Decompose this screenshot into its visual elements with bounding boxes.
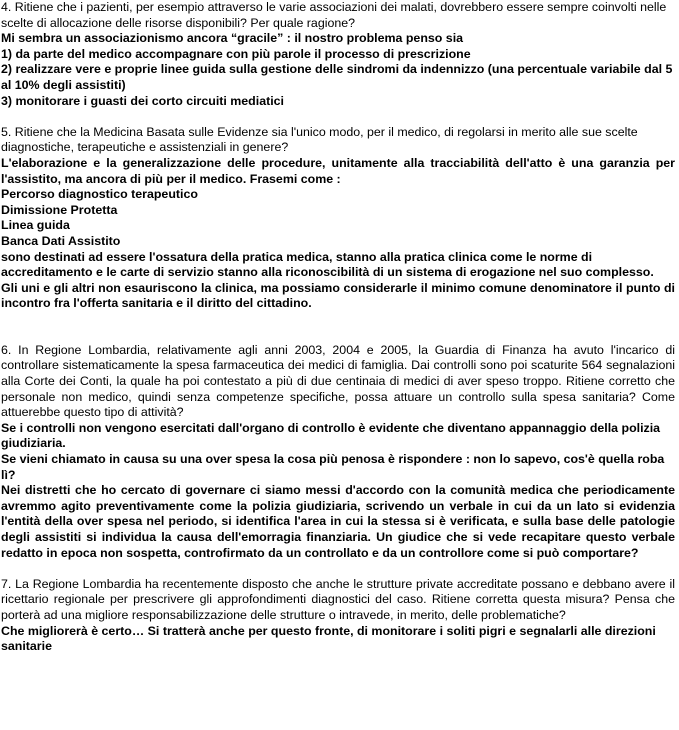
answer-6-para-2: Se vieni chiamato in causa su una over spesa la cosa più penosa è rispondere : non lo sapevo, cos'è quella roba lì? xyxy=(1,452,665,482)
section-6 xyxy=(1,343,675,561)
answer-4-line-3: 2) realizzare vere e proprie linee guida sulla gestione delle sindromi da indennizzo (una percentuale variabile dal 5 al 10% degli assistiti) xyxy=(1,62,673,92)
section-4 xyxy=(1,0,675,109)
answer-5-body-2: Gli uni e gli altri non esauriscono la clinica, ma possiamo considerarle il minimo comune denominatore il punto di incontro fra l'offerta sanitaria e il diritto del cittadino. xyxy=(1,280,675,311)
question-7: 7. La Regione Lombardia ha recentemente disposto che anche le strutture private accreditate possano e debbano avere il ricettario regionale per prescrivere gli approfondimenti diagnostici del caso. Ritiene corretta questa misura? Pensa che porterà ad una migliore responsabilizzazione delle strutture o intravede, in merito, delle problematiche? xyxy=(1,576,675,622)
question-6: 6. In Regione Lombardia, relativamente agli anni 2003, 2004 e 2005, la Guardia di Finanza ha avuto l'incarico di controllare sistematicamente la spesa farmaceutica dei medici di famiglia. Dai controlli sono poi scaturite 564 segnalazioni alla Corte dei Conti, la quale ha poi contestato a più di due centinaia di medici di aver speso troppo. Ritiene corretto che personale non medico, quindi senza competenze specifiche, possa attuare un controllo sulla spesa sanitaria? Come attuerebbe questo tipo di attività? xyxy=(1,342,675,420)
answer-7: Che migliorerà è certo… Si tratterà anche per questo fronte, di monitorare i soliti pigri e segnalarli alle direzioni sanitarie xyxy=(1,623,656,654)
answer-5-intro: L'elaborazione e la generalizzazione delle procedure, unitamente alla tracciabilità dell'atto è una garanzia per l'assistito, ma ancora di più per il medico. Frasemi come : xyxy=(1,155,675,186)
answer-5-term-3: Linea guida xyxy=(1,218,70,233)
answer-4-line-1: Mi sembra un associazionismo ancora “gracile” : il nostro problema penso sia xyxy=(1,31,464,46)
question-5: 5. Ritiene che la Medicina Basata sulle Evidenze sia l'unico modo, per il medico, di regolarsi in merito alle sue scelte diagnostiche, terapeutiche e assistenziali in genere? xyxy=(1,124,638,155)
answer-5-term-4: Banca Dati Assistito xyxy=(1,233,121,248)
answer-5-term-2: Dimissione Protetta xyxy=(1,202,118,217)
section-5 xyxy=(1,125,675,312)
answer-6-para-3: Nei distretti che ho cercato di governare ci siamo messi d'accordo con la comunità medica che periodicamente avremmo agito preventivamente come la polizia giudiziaria, scrivendo un verbale in cui da un lato si evidenzia l'entità della over spesa nel periodo, si identifica l'area in cui la stessa si è verificata, e sulla base delle patologie degli assistiti si individua la causa dell'emorragia finanziaria. Un giudice che si vede recapitare questo verbale redatto in epoca non sospetta, controfirmato da un controllato e da un controllore come si può comportare? xyxy=(1,483,675,560)
answer-4-line-2: 1) da parte del medico accompagnare con più parole il processo di prescrizione xyxy=(1,46,471,61)
spacer xyxy=(1,109,675,125)
answer-6-para-1: Se i controlli non vengono esercitati dall'organo di controllo è evidente che diventano appannaggio della polizia giudiziaria. xyxy=(1,420,661,451)
spacer xyxy=(1,312,675,343)
question-4: 4. Ritiene che i pazienti, per esempio attraverso le varie associazioni dei malati, dovrebbero essere sempre coinvolti nelle scelte di allocazione delle risorse disponibili? Per quale ragione? xyxy=(1,0,667,30)
spacer xyxy=(1,561,675,577)
answer-5-term-1: Percorso diagnostico terapeutico xyxy=(1,187,198,202)
answer-5-body-1: sono destinati ad essere l'ossatura della pratica medica, stanno alla pratica clinica come le norme di accreditamento e le carte di servizio stanno alla riconoscibilità di un sistema di erogazione nel suo complesso. xyxy=(1,249,654,280)
section-7 xyxy=(1,577,675,655)
answer-4-line-4: 3) monitorare i guasti dei corto circuiti mediatici xyxy=(1,93,284,108)
